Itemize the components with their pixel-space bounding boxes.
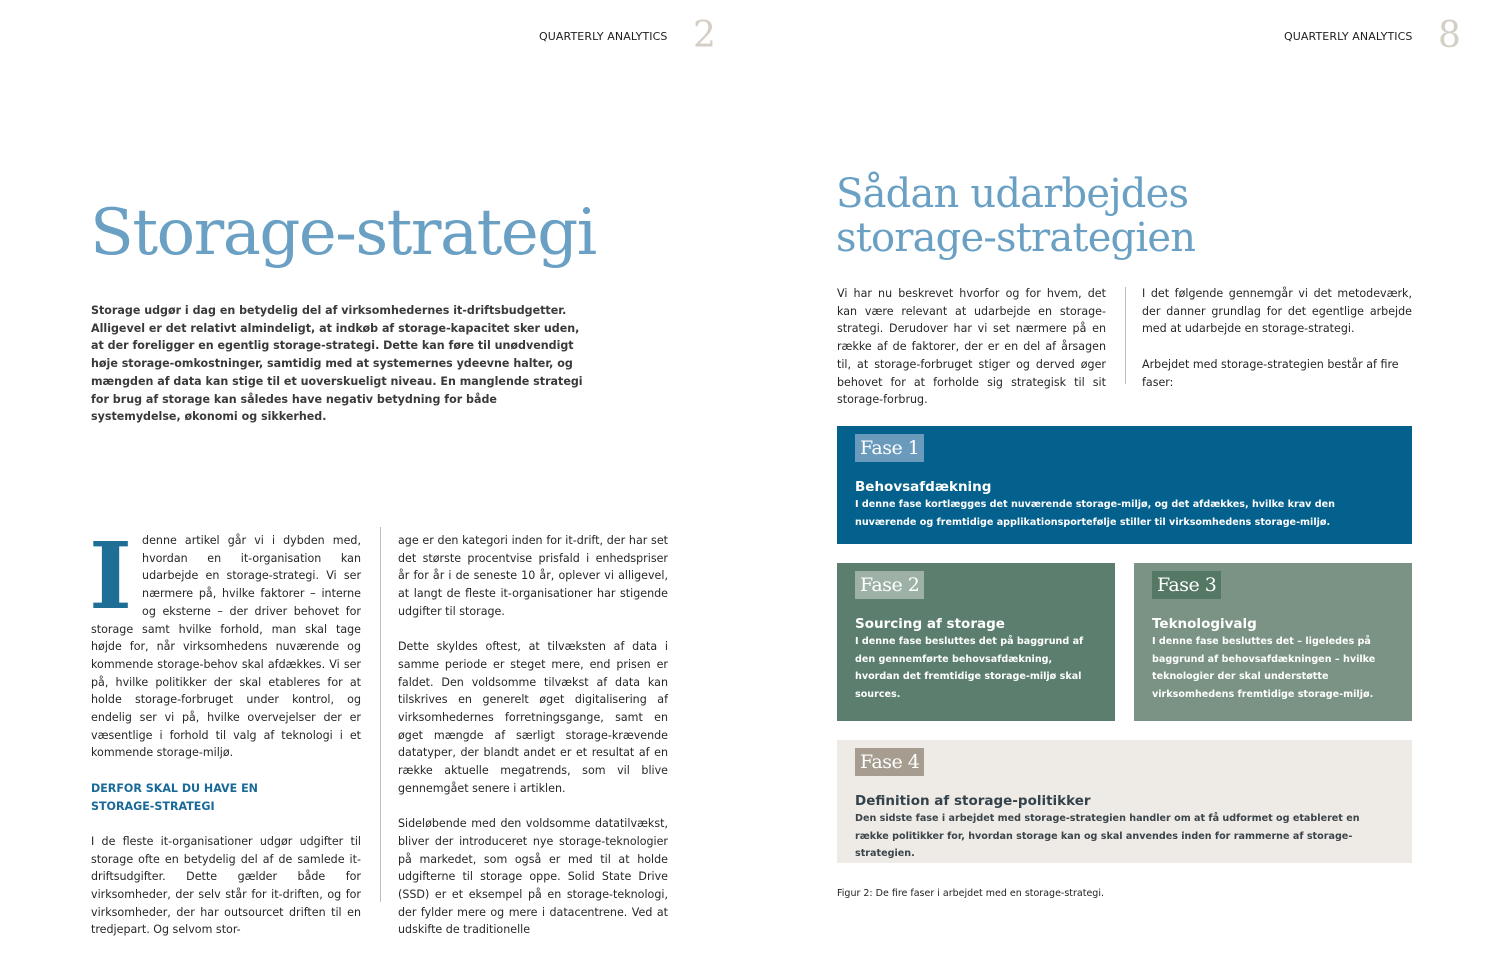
intro-paragraph: Vi har nu beskrevet hvorfor og for hvem, det kan være relevant at udarbejde en storage-strategi. Derudover har vi set nærmere på en række af de faktorer, der er en del af årsagen til, at storage-forbruget stiger og derved øger behovet for at forholde sig strategisk til sit storage-forbrug.	[837, 287, 1106, 407]
subheading-line-1: DERFOR SKAL DU HAVE EN	[91, 781, 258, 795]
body-paragraph: Sideløbende med den voldsomme datatilvækst, bliver der introduceret nye storage-teknologier på markedet, som også er med til at holde udgifterne til storage oppe. Solid State Drive (SSD) er et eksempel på en storage-teknologi, der fylder mere og mere i datacentrene. Ved at udskifte de traditionelle	[398, 817, 668, 937]
figure-caption: Figur 2: De fire faser i arbejdet med en storage-strategi.	[837, 888, 1104, 899]
drop-cap: I	[89, 522, 133, 630]
phase-1-title: Behovsafdækning	[855, 479, 992, 495]
phase-2-box	[837, 563, 1115, 721]
phase-1-tag: Fase 1	[855, 434, 924, 462]
phase-3-tag: Fase 3	[1152, 571, 1221, 599]
running-head-left: QUARTERLY ANALYTICS	[539, 30, 668, 43]
intro-paragraph	[89, 522, 361, 762]
phase-4-box	[837, 740, 1412, 863]
phase-4-text: Den sidste fase i arbejdet med storage-strategien handler om at få udformet og etableret en række politikker for, hvordan storage kan og skal anvendes inden for rammerne af storage-strategien.	[855, 813, 1360, 860]
phase-2-text: I denne fase besluttes det på baggrund af den gennemførte behovsafdækning, hvordan det fremtidige storage-miljø skal sources.	[855, 636, 1084, 700]
section-title-line-2: storage-strategien	[836, 215, 1196, 261]
body-column-2	[398, 532, 668, 957]
intro-column-1	[837, 285, 1106, 427]
phase-2-title: Sourcing af storage	[855, 616, 1005, 632]
intro-text: denne artikel går vi i dybden med, hvordan en it-organisation kan udarbejde en storage-strategi. Vi ser nærmere på, hvilke faktorer – interne og eksterne – der driver behovet for storage samt hvilke forhold, man skal tage højde for, når virksomhedens nuværende og kommende storage-behov skal afdækkes. Vi ser på, hvilke politikker der skal etableres for at holde storage-forbruget under kontrol, og endelig ser vi på, hvilke overvejelser der er væsentlige i forhold til valg af teknologi i et kommende storage-miljø.	[91, 534, 361, 760]
phase-2-tag: Fase 2	[855, 571, 924, 599]
body-paragraph: age er den kategori inden for it-drift, der har set det største procentvise prisfald i enhedspriser år for år i de seneste 10 år, oplever vi alligevel, at langt de fleste it-organisationer har stigende udgifter til storage.	[398, 534, 668, 618]
page-number-left: 2	[693, 15, 716, 56]
phase-3-text: I denne fase besluttes det – ligeledes på baggrund af behovsafdækningen – hvilke teknologier der skal understøtte virksomhedens fremtidige storage-miljø.	[1152, 636, 1376, 700]
intro-divider	[1125, 287, 1126, 384]
intro-paragraph: I det følgende gennemgår vi det metodeværk, der danner grundlag for det egentlige arbejde med at udarbejde en storage-strategi.	[1142, 287, 1412, 336]
lead-paragraph: Storage udgør i dag en betydelig del af virksomhedernes it-driftsbudgetter. Alligevel er det relativt almindeligt, at indkøb af storage-kapacitet sker uden, at der foreligger en egentlig storage-strategi. Dette kan føre til unødvendigt høje storage-omkostninger, samtidig med at systemernes ydeevne halter, og mængden af data kan stige til et uoverskueligt niveau. En manglende strategi for brug af storage kan således have negativ betydning for både systemydelse, økonomi og sikkerhed.	[91, 304, 583, 424]
article-title: Storage-strategi	[90, 196, 596, 270]
page-number-right: 8	[1438, 15, 1461, 56]
subheading-line-2: STORAGE-STRATEGI	[91, 799, 215, 813]
phase-1-box	[837, 426, 1412, 544]
phase-4-tag: Fase 4	[855, 748, 924, 776]
body-column-1	[89, 522, 361, 957]
body-paragraph: I de fleste it-organisationer udgør udgifter til storage ofte en betydelig del af de samlede it-driftsudgifter. Dette gælder både for virksomheder, der selv står for it-driften, og for virksomheder, der har outsourcet driften til en tredjepart. Og selvom stor-	[91, 834, 361, 937]
body-paragraph: Dette skyldes oftest, at tilvæksten af data i samme periode er steget mere, end prisen er faldet. Den voldsomme tilvækst af data kan tilskrives en generelt øget digitalisering af virksomhedernes forretningsgange, samt en øget mængde af særligt storage-krævende datatyper, der blandt andet er et resultat af en række aktuelle megatrends, som vil blive gennemgået senere i artiklen.	[398, 640, 668, 795]
intro-column-2	[1142, 285, 1412, 409]
section-title	[836, 172, 1195, 260]
section-title-line-1: Sådan udarbejdes	[836, 171, 1189, 217]
phase-4-title: Definition af storage-politikker	[855, 793, 1091, 809]
column-divider	[380, 527, 381, 902]
intro-paragraph: Arbejdet med storage-strategien består af fire faser:	[1142, 357, 1399, 389]
section-subheading	[91, 780, 361, 815]
phase-3-title: Teknologivalg	[1152, 616, 1257, 632]
running-head-right: QUARTERLY ANALYTICS	[1284, 30, 1413, 43]
phase-3-box	[1134, 563, 1412, 721]
phase-1-text: I denne fase kortlægges det nuværende storage-miljø, og det afdækkes, hvilke krav den nuværende og fremtidige applikationsportefølje stiller til virksomhedens storage-miljø.	[855, 499, 1335, 528]
